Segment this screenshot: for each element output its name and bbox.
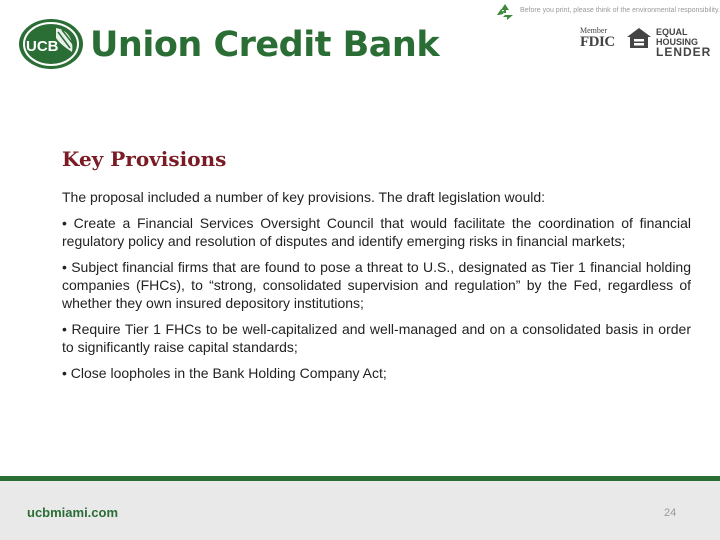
slide-title: Key Provisions xyxy=(62,147,227,171)
slide-body xyxy=(62,188,691,390)
equal-housing-lender xyxy=(656,27,720,57)
equal-housing-icon xyxy=(626,27,652,49)
member-label: Member xyxy=(580,26,608,35)
bullet-item: • Require Tier 1 FHCs to be well-capitalized and well-managed and on a consolidated basis in order to significantly raise capital standards; xyxy=(62,321,691,355)
website-link[interactable]: ucbmiami.com xyxy=(27,505,119,520)
ehl-line-1: EQUAL HOUSING xyxy=(656,27,699,47)
ucb-seal-logo xyxy=(18,18,84,70)
page-number: 24 xyxy=(664,507,677,519)
svg-text:UCB: UCB xyxy=(26,38,59,55)
bullet-item: • Create a Financial Services Oversight Council that would facilitate the coordination of financial regulatory policy and resolution of disputes and identify emerging risks in financial markets; xyxy=(62,215,691,249)
intro-paragraph: The proposal included a number of key provisions. The draft legislation would: xyxy=(62,189,546,205)
ehl-line-2: LENDER xyxy=(656,45,712,59)
recycle-icon xyxy=(495,3,515,21)
environment-tagline: Before you print, please think of the environmental responsibility. xyxy=(520,7,720,14)
bullet-item: • Close loopholes in the Bank Holding Company Act; xyxy=(62,365,387,381)
brand-name: Union Credit Bank xyxy=(90,25,440,65)
bullet-item: • Subject financial firms that are found to pose a threat to U.S., designated as Tier 1 financial holding companies (FHCs), to “strong, consolidated supervision and regulation” by the Fed, regardless of whether they own insured depository institutions; xyxy=(62,259,691,311)
header xyxy=(0,0,720,80)
fdic-label: FDIC xyxy=(580,34,615,50)
member-fdic-logo xyxy=(580,26,615,50)
